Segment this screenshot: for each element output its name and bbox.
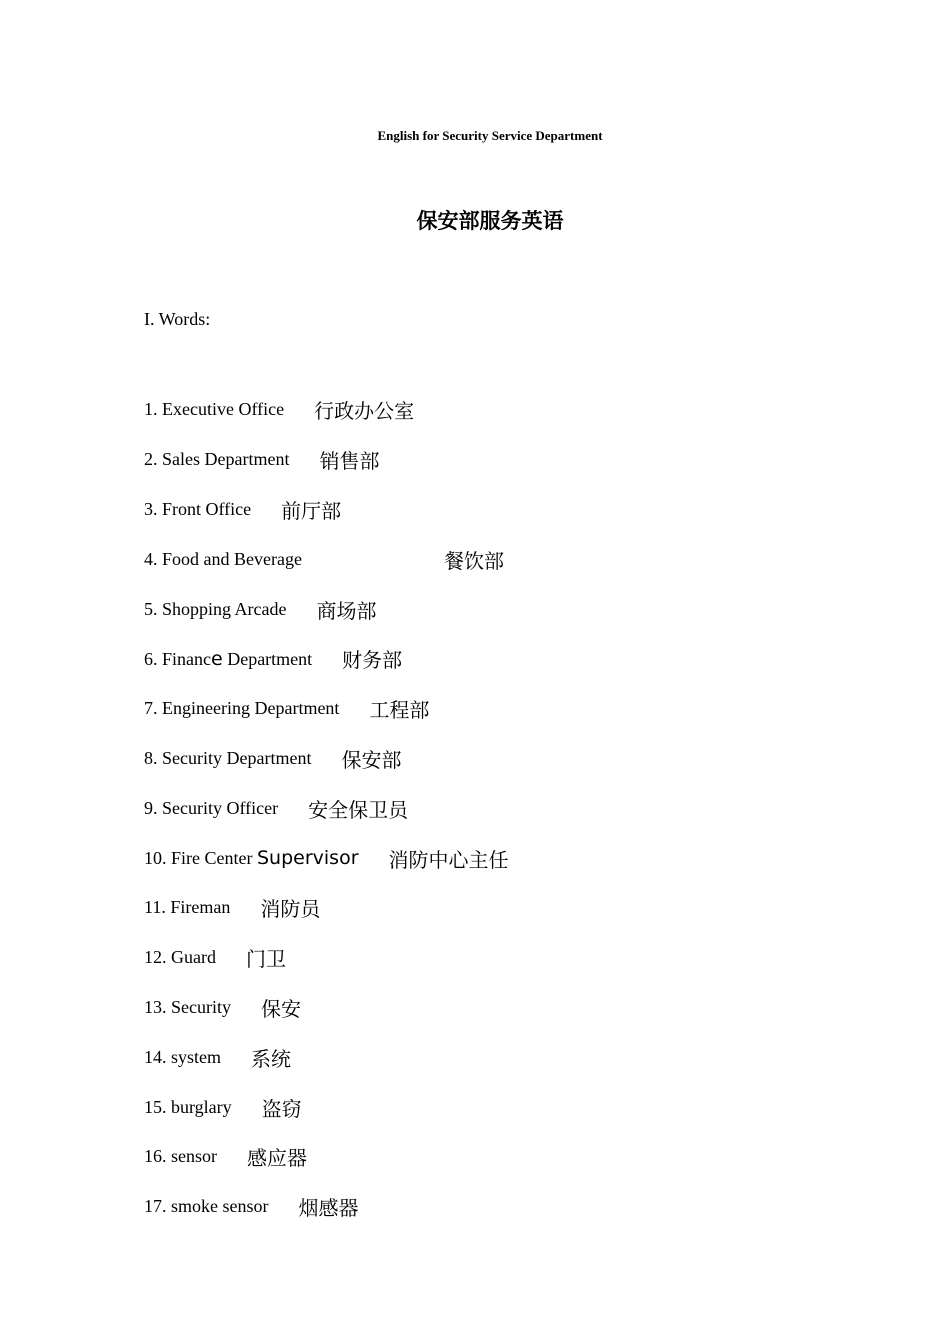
word-chinese: 安全保卫员 (308, 797, 409, 822)
word-item-sales-department (144, 435, 509, 485)
word-english: 9. Security Officer (144, 797, 279, 818)
word-english: 4. Food and Beverage (144, 548, 302, 569)
word-item-food-and-beverage (144, 534, 509, 584)
word-item-smoke-sensor (144, 1182, 509, 1232)
word-item-security-officer (144, 783, 509, 833)
word-item-fire-center-supervisor (144, 833, 509, 883)
word-chinese: 消防中心主任 (388, 847, 509, 872)
word-chinese: 销售部 (319, 449, 380, 474)
word-english-part: Department (222, 648, 313, 669)
word-chinese: 系统 (251, 1046, 292, 1071)
word-chinese: 保安部 (341, 747, 402, 772)
word-chinese: 门卫 (245, 947, 286, 972)
word-item-burglary (144, 1082, 509, 1132)
word-english (144, 847, 359, 869)
word-item-security-department (144, 734, 509, 784)
word-chinese: 行政办公室 (314, 399, 415, 424)
word-english: 12. Guard (144, 947, 216, 968)
word-english: 14. system (144, 1046, 222, 1067)
word-english: 8. Security Department (144, 747, 312, 768)
word-chinese: 商场部 (316, 598, 377, 623)
word-english: 16. sensor (144, 1146, 217, 1167)
word-english: 3. Front Office (144, 498, 252, 519)
word-chinese: 保安 (261, 996, 301, 1021)
word-english: 11. Fireman (144, 897, 231, 918)
word-item-security (144, 983, 509, 1033)
word-chinese: 财务部 (342, 648, 403, 673)
word-english-part: Supervisor (256, 847, 359, 870)
word-chinese: 盗窃 (261, 1096, 302, 1121)
word-item-front-office (144, 485, 509, 535)
word-item-executive-office (144, 385, 509, 435)
word-chinese: 感应器 (247, 1146, 307, 1171)
word-english-part: e (211, 647, 223, 670)
word-chinese: 烟感器 (298, 1196, 359, 1221)
document-title: 保安部服务英语 (416, 209, 564, 233)
word-english: 17. smoke sensor (144, 1196, 269, 1217)
word-english: 15. burglary (144, 1096, 232, 1117)
word-list (144, 385, 509, 1232)
word-item-sensor (144, 1132, 509, 1182)
word-english-part: 6. Financ (144, 648, 211, 669)
word-item-engineering-department (144, 684, 509, 734)
word-chinese: 餐饮部 (443, 548, 504, 573)
word-chinese: 前厅部 (281, 498, 342, 523)
word-english: 5. Shopping Arcade (144, 598, 287, 619)
word-english: 2. Sales Department (144, 449, 290, 470)
word-item-guard (144, 933, 509, 983)
word-item-system (144, 1032, 509, 1082)
word-item-fireman (144, 883, 509, 933)
word-item-shopping-arcade (144, 584, 509, 634)
word-english: 1. Executive Office (144, 399, 285, 420)
section-heading: I. Words: (144, 309, 211, 329)
word-english: 13. Security (144, 996, 231, 1017)
word-chinese: 工程部 (369, 698, 430, 723)
word-item-finance-department (144, 634, 509, 684)
document-subtitle: English for Security Service Department (377, 128, 603, 143)
word-english (144, 648, 312, 670)
word-chinese: 消防员 (260, 897, 321, 922)
word-english: 7. Engineering Department (144, 698, 340, 719)
word-english-part: 10. Fire Center (144, 848, 257, 869)
